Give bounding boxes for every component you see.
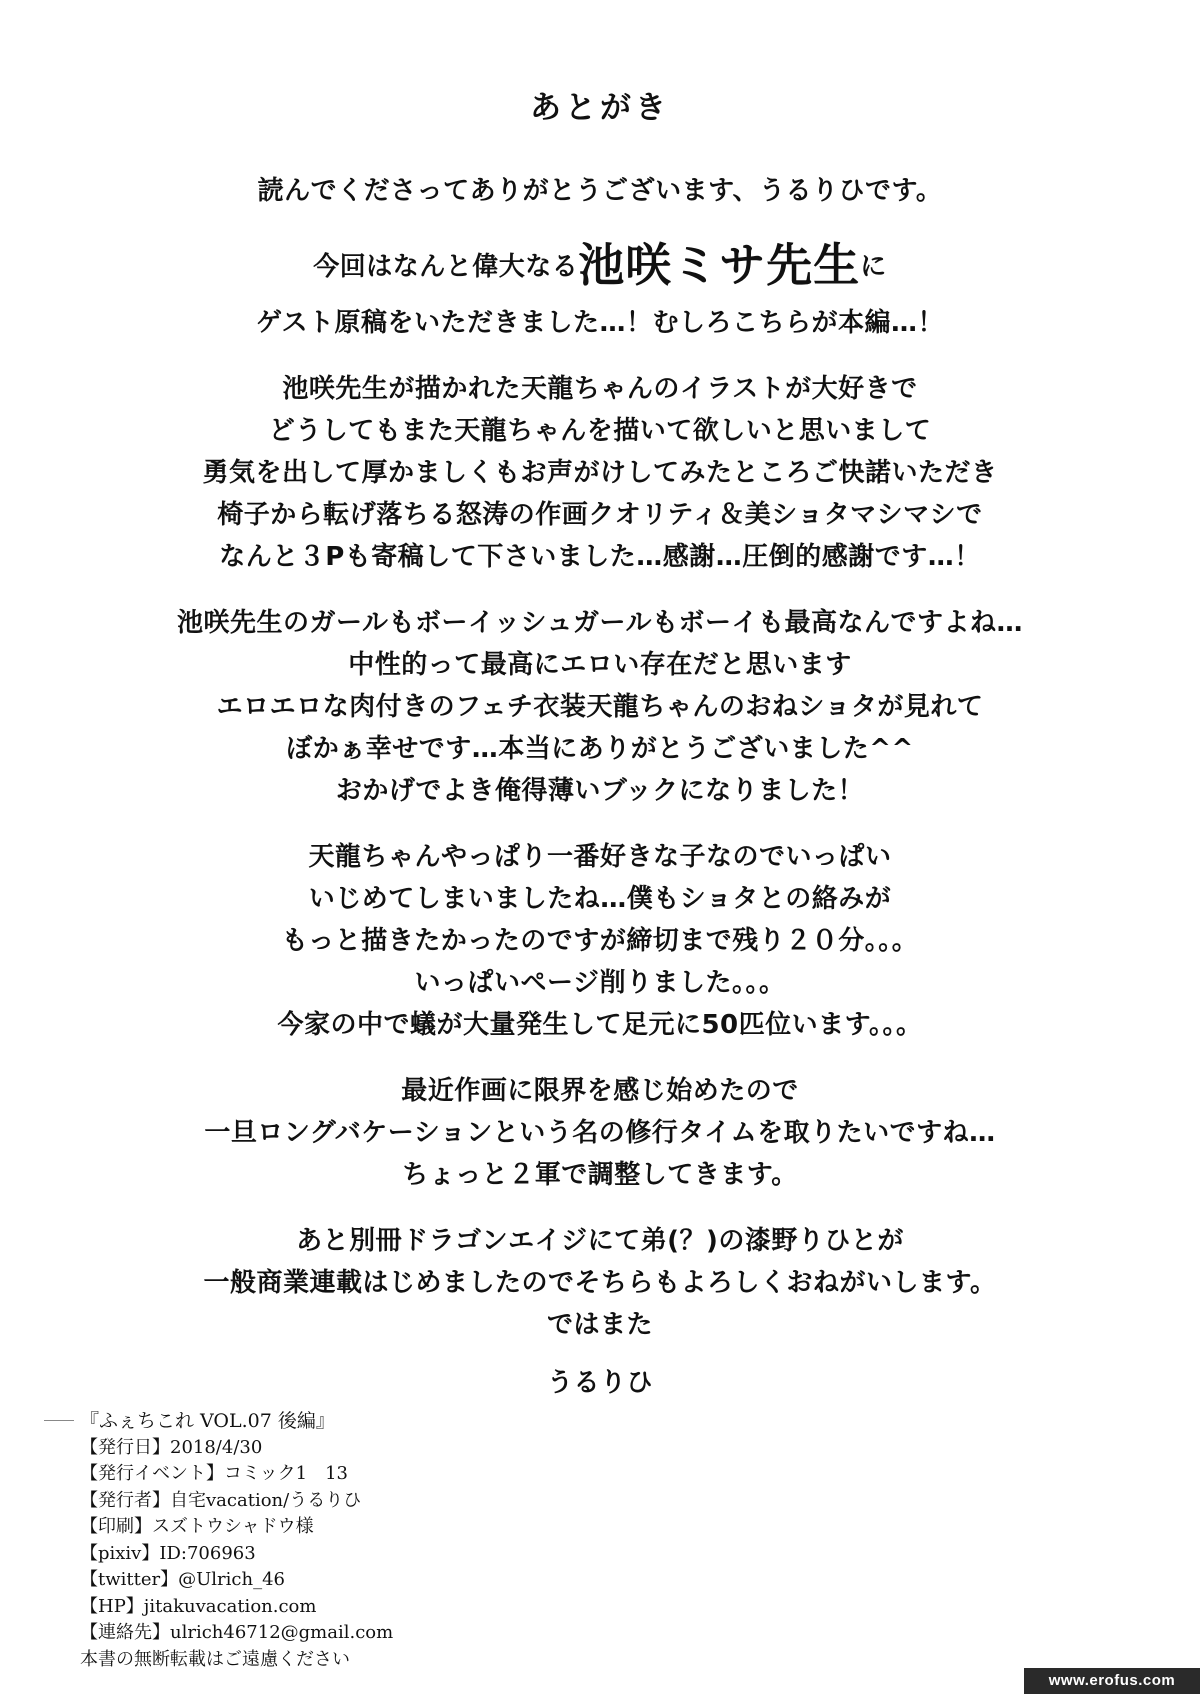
text-line: ゲスト原稿をいただきました…！むしろこちらが本編…！: [256, 308, 944, 338]
colophon-title: 『ふぇちこれ VOL.07 後編』: [80, 1410, 335, 1432]
colophon-row: 【twitter】@Ulrich_46: [80, 1569, 285, 1590]
text-line: あと別冊ドラゴンエイジにて弟(？)の漆野りひとが: [296, 1226, 904, 1256]
guest-artist-name: 池咲ミサ先生: [578, 238, 861, 292]
text-line: いっぱいページ削りました。。。: [414, 968, 786, 998]
colophon-row: 【連絡先】ulrich46712@gmail.com: [80, 1622, 394, 1643]
text-line: ちょっと２軍で調整してきます。: [402, 1160, 798, 1190]
text-line: 今家の中で蟻が大量発生して足元に50匹位います。。。: [277, 1010, 923, 1040]
text-line: どうしてもまた天龍ちゃんを描いて欲しいと思いまして: [268, 416, 932, 446]
page-heading: あとがき: [530, 90, 670, 126]
text-line: なんと３Pも寄稿して下さいました…感謝…圧倒的感謝です…！: [219, 542, 981, 572]
text-line: 一旦ロングバケーションという名の修行タイムを取りたいですね…: [204, 1118, 996, 1148]
text-line: もっと描きたかったのですが締切まで残り２０分。。。: [281, 926, 919, 956]
text-segment: 今回はなんと偉大なる: [313, 252, 579, 282]
text-line: 中性的って最高にエロい存在だと思います: [348, 650, 852, 680]
colophon-row: 【pixiv】ID:706963: [80, 1542, 256, 1564]
colophon-row: 本書の無断転載はご遠慮ください: [80, 1648, 350, 1670]
colophon: [80, 1408, 580, 1673]
colophon-row: 【発行日】2018/4/30: [80, 1436, 263, 1458]
colophon-row: 【発行イベント】コミック1 13: [80, 1463, 348, 1484]
text-line: ではまた: [546, 1310, 653, 1340]
author-signature: うるりひ: [546, 1368, 653, 1398]
text-line: 椅子から転げ落ちる怒涛の作画クオリティ＆美ショタマシマシで: [217, 500, 983, 530]
colophon-row: 【HP】jitakuvacation.com: [80, 1595, 317, 1617]
text-line: おかげでよき俺得薄いブックになりました！: [335, 776, 865, 806]
text-line: 最近作画に限界を感じ始めたので: [401, 1076, 799, 1106]
colophon-row: 【発行者】自宅vacation/うるりひ: [80, 1489, 362, 1511]
text-line: 天龍ちゃんやっぱり一番好きな子なのでいっぱい: [308, 842, 892, 872]
text-line: 池咲先生が描かれた天龍ちゃんのイラストが大好きで: [282, 374, 918, 404]
text-line: 池咲先生のガールもボーイッシュガールもボーイも最高なんですよね…: [177, 608, 1023, 638]
text-line: 勇気を出して厚かましくもお声がけしてみたところご快諾いただき: [202, 458, 998, 488]
text-line: エロエロな肉付きのフェチ衣装天龍ちゃんのおねショタが見れて: [216, 692, 984, 722]
text-line: いじめてしまいましたね…僕もショタとの絡みが: [308, 884, 892, 914]
text-line: 読んでくださってありがとうございます、うるりひです。: [257, 176, 943, 206]
divider-rule: [44, 1420, 74, 1421]
watermark-banner: www.erofus.com: [1024, 1668, 1200, 1694]
text-line: 一般商業連載はじめましたのでそちらもよろしくおねがいします。: [203, 1268, 997, 1298]
text-line: ぼかぁ幸せです…本当にありがとうございました^^: [286, 734, 914, 764]
colophon-row: 【印刷】スズトウシャドウ様: [80, 1516, 314, 1537]
text-segment: に: [860, 252, 887, 282]
